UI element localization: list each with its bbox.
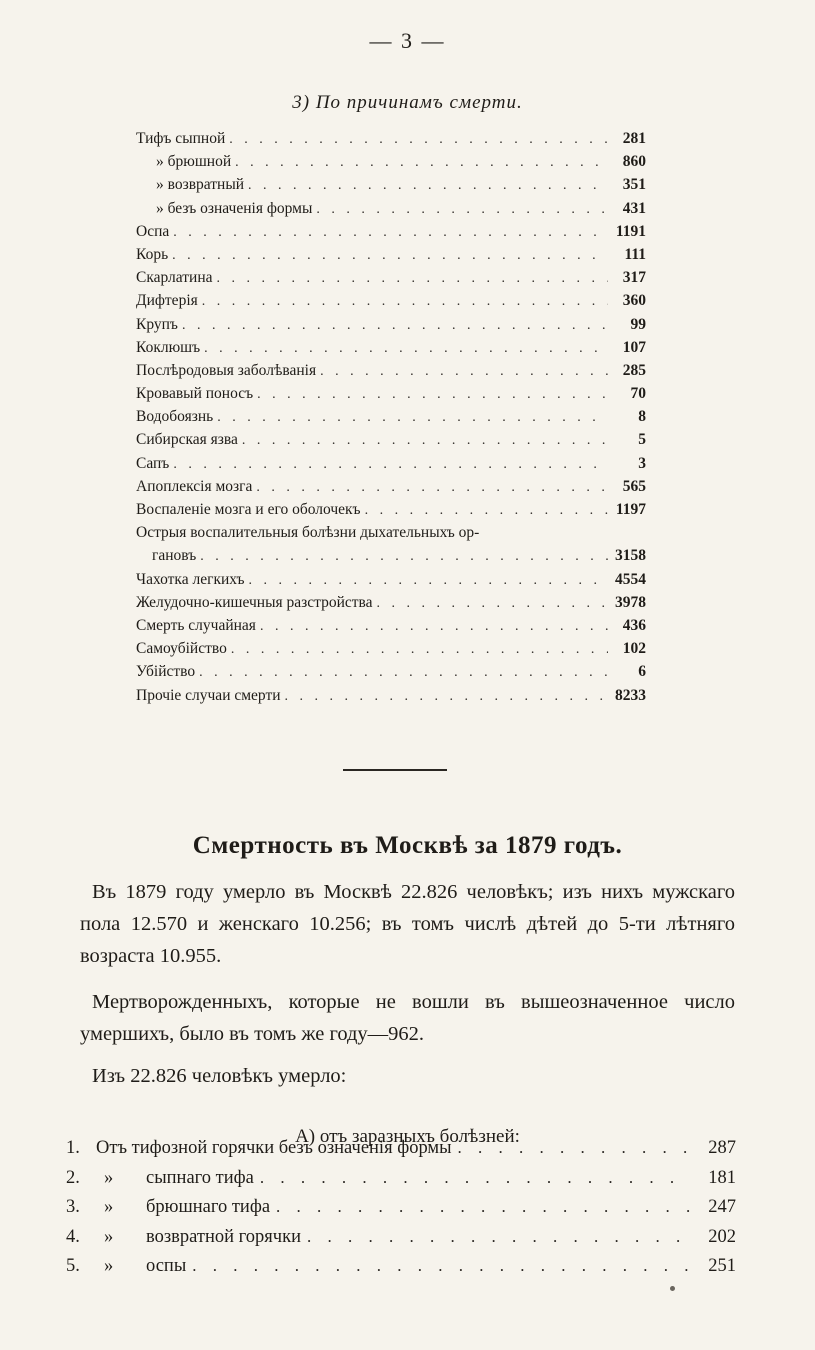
- leader-dots: [204, 341, 608, 357]
- cause-count: 6: [638, 663, 646, 681]
- list-item: [136, 408, 646, 431]
- cause-label: Коклюшъ: [136, 338, 201, 356]
- list-item: [136, 594, 646, 617]
- leader-dots: [458, 1138, 690, 1158]
- cause-count: 281: [622, 130, 646, 147]
- leader-dots: [235, 155, 608, 171]
- cause-label: Прочіе случаи смерти: [136, 686, 281, 704]
- cause-label: Самоубійство: [136, 640, 227, 658]
- cause-count: 360: [622, 292, 646, 310]
- list-item: [136, 431, 646, 454]
- list-item: [136, 501, 646, 524]
- list-item: [136, 339, 646, 362]
- list-item: [136, 663, 646, 686]
- cause-label: Дифтерія: [136, 292, 198, 310]
- paragraph-text: Въ 1879 году умерло въ Москвѣ 22.826 человѣкъ; изъ нихъ мужскаго пола 12.570 и женскаго 10.256; въ томъ числѣ дѣтей до 5-ти лѣтняго возраста 10.955.: [80, 881, 735, 967]
- disease-count: 202: [708, 1226, 736, 1247]
- leader-dots: [260, 1168, 690, 1188]
- disease-label: оспы: [146, 1256, 187, 1276]
- disease-label: брюшнаго тифа: [146, 1197, 271, 1217]
- list-item: [136, 292, 646, 315]
- item-number: 4.: [66, 1226, 80, 1247]
- item-number: 2.: [66, 1167, 80, 1188]
- cause-label: Оспа: [136, 222, 170, 240]
- list-item: [136, 176, 646, 199]
- cause-label: Кровавый поносъ: [136, 385, 254, 403]
- list-item: [136, 617, 646, 640]
- cause-label: Сибирская язва: [136, 431, 238, 449]
- leader-dots: [231, 642, 608, 658]
- leader-dots: [377, 596, 608, 612]
- leader-dots: [217, 271, 608, 287]
- leader-dots: [192, 1256, 690, 1276]
- paragraph-stillborn: [80, 986, 735, 1050]
- cause-label: » возвратный: [156, 176, 245, 194]
- cause-count: 436: [622, 616, 646, 634]
- leader-dots: [217, 410, 608, 426]
- list-item: [136, 316, 646, 339]
- cause-count: 4554: [615, 570, 646, 588]
- leader-dots: [173, 225, 608, 241]
- leader-dots: [320, 364, 608, 380]
- leader-dots: [257, 387, 608, 403]
- list-item: [66, 1197, 736, 1227]
- leader-dots: [307, 1227, 690, 1247]
- cause-label: Чахотка легкихъ: [136, 570, 245, 588]
- list-item: [66, 1227, 736, 1257]
- list-item: [136, 246, 646, 269]
- list-item: [136, 687, 646, 710]
- leader-dots: [365, 503, 608, 519]
- cause-count: 3978: [615, 593, 646, 611]
- list-item: [136, 130, 646, 153]
- item-number: 3.: [66, 1197, 80, 1217]
- leader-dots: [202, 294, 608, 310]
- cause-count: 3158: [615, 547, 646, 565]
- disease-count: 181: [708, 1167, 736, 1188]
- cause-count: 70: [630, 385, 646, 403]
- ditto-mark: »: [104, 1226, 114, 1247]
- paragraph-text: Мертворожденныхъ, которые не вошли въ вышеозначенное число умершихъ, было въ томъ же году—962.: [80, 991, 735, 1045]
- leader-dots: [242, 433, 608, 449]
- cause-label: Воспаленіе мозга и его оболочекъ: [136, 501, 361, 518]
- cause-label: » брюшной: [156, 153, 232, 171]
- cause-label: Скарлатина: [136, 269, 213, 287]
- cause-count: 102: [622, 640, 646, 658]
- cause-label: Желудочно-кишечныя разстройства: [136, 593, 373, 611]
- cause-count: 99: [630, 315, 646, 333]
- paragraph-intro: Изъ 22.826 человѣкъ умерло:: [92, 1065, 347, 1087]
- cause-count: 565: [622, 477, 646, 495]
- list-item: [66, 1256, 736, 1286]
- cause-label: Корь: [136, 245, 169, 263]
- leader-dots: [316, 202, 608, 218]
- cause-count: 8233: [615, 686, 646, 704]
- list-item: [136, 640, 646, 663]
- list-item: [136, 478, 646, 501]
- cause-label: Крупъ: [136, 315, 178, 333]
- disease-label: возвратной горячки: [146, 1226, 301, 1247]
- leader-dots: [248, 178, 608, 194]
- list-item: [136, 455, 646, 478]
- cause-label: Смерть случайная: [136, 616, 256, 634]
- cause-label: гановъ: [152, 547, 197, 565]
- cause-count: 285: [622, 361, 646, 379]
- cause-count: 1197: [615, 501, 646, 518]
- cause-label: Сапъ: [136, 454, 170, 472]
- causes-of-death-list: [136, 130, 646, 710]
- cause-label: Водобоязнь: [136, 408, 214, 426]
- infectious-diseases-list: [66, 1138, 736, 1286]
- cause-label: Апоплексія мозга: [136, 477, 253, 495]
- ditto-mark: »: [104, 1167, 114, 1188]
- leader-dots: [256, 480, 608, 496]
- cause-count: 107: [622, 338, 646, 356]
- cause-count: 3: [638, 454, 646, 472]
- cause-label: » безъ означенія формы: [156, 199, 313, 217]
- list-item: [136, 200, 646, 223]
- ink-speck: [670, 1286, 675, 1291]
- cause-label: Послѣродовыя заболѣванія: [136, 361, 317, 379]
- cause-count: 8: [638, 408, 646, 426]
- list-item: [66, 1138, 736, 1168]
- cause-count: 1191: [615, 222, 646, 240]
- leader-dots: [199, 665, 608, 681]
- causes-heading: 3) По причинамъ смерти.: [292, 92, 523, 113]
- list-item: [136, 362, 646, 385]
- list-item: [136, 571, 646, 594]
- cause-count: 111: [624, 245, 646, 263]
- list-item: [136, 269, 646, 292]
- cause-label: Острыя воспалительныя болѣзни дыхательныхъ ор-: [136, 524, 480, 542]
- list-item: [136, 385, 646, 408]
- list-item: [136, 524, 646, 547]
- cause-count: 351: [622, 176, 646, 194]
- leader-dots: [276, 1197, 690, 1217]
- ditto-mark: »: [104, 1197, 114, 1217]
- disease-count: 247: [708, 1197, 736, 1217]
- cause-count: 317: [622, 269, 646, 287]
- item-number: 1.: [66, 1138, 80, 1158]
- section-title: Смертность въ Москвѣ за 1879 годъ.: [192, 832, 623, 859]
- cause-count: 860: [622, 153, 646, 171]
- disease-count: 251: [708, 1256, 736, 1276]
- ditto-mark: »: [104, 1256, 114, 1276]
- list-item: [136, 223, 646, 246]
- list-item: [66, 1168, 736, 1198]
- list-item: [136, 153, 646, 176]
- leader-dots: [182, 318, 608, 334]
- leader-dots: [229, 132, 608, 148]
- cause-label: Убійство: [136, 663, 196, 681]
- leader-dots: [248, 573, 608, 589]
- disease-label: сыпнаго тифа: [146, 1167, 254, 1188]
- cause-count: 431: [622, 199, 646, 217]
- leader-dots: [173, 457, 608, 473]
- leader-dots: [172, 248, 608, 264]
- paragraph-totals: [80, 876, 735, 972]
- infectious-heading: А) отъ заразныхъ болѣзней:: [295, 1126, 520, 1147]
- leader-dots: [260, 619, 608, 635]
- disease-count: 287: [708, 1138, 736, 1158]
- section-divider: [343, 769, 447, 771]
- leader-dots: [200, 549, 608, 565]
- cause-count: 5: [638, 431, 646, 449]
- item-number: 5.: [66, 1256, 80, 1276]
- cause-label: Тифъ сыпной: [136, 130, 226, 147]
- page-number: — 3 —: [369, 28, 446, 53]
- disease-label: Отъ тифозной горячки безъ означенія формы: [96, 1138, 452, 1158]
- list-item: [136, 547, 646, 570]
- leader-dots: [285, 689, 608, 705]
